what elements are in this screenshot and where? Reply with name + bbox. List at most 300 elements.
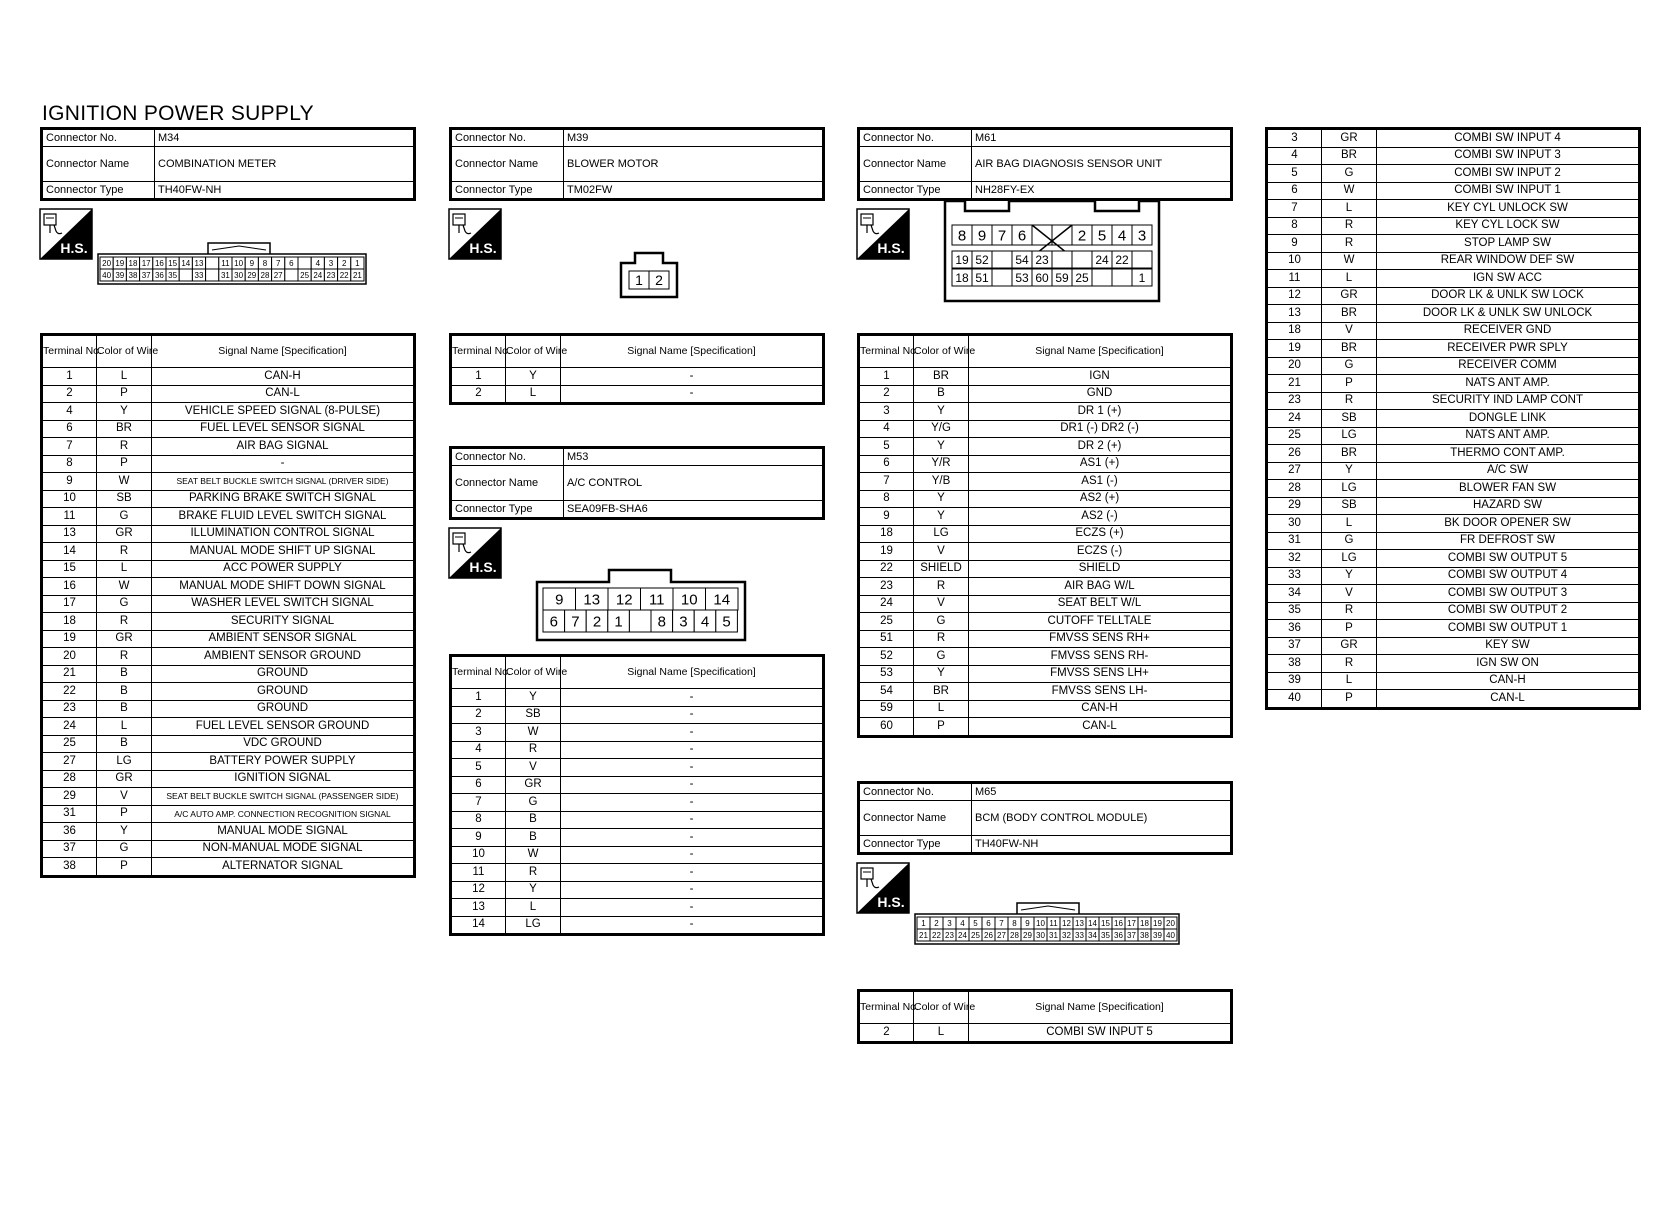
pin-number: 35 [168,270,178,280]
pin-number: 39 [1153,930,1162,940]
wire-color-cell: Y [914,438,969,456]
pin-number: 37 [1127,930,1136,940]
signal-name-cell: FUEL LEVEL SENSOR SIGNAL [152,420,415,438]
connector-latch [1017,903,1079,914]
connector-m34 [40,127,416,878]
signal-name-cell: FR DEFROST SW [1377,532,1640,550]
signal-name-cell: FMVSS SENS RH+ [969,630,1232,648]
pin-number: 17 [141,258,151,268]
table-row [1267,252,1640,270]
col-color-of-wire: Color of Wire [914,991,969,1024]
wire-color-cell: LG [1322,480,1377,498]
pin-number: 4 [315,258,321,268]
terminal-cell: 6 [451,776,506,794]
terminal-cell: 7 [1267,200,1322,218]
wire-color-cell: P [914,718,969,737]
pin-cell [1072,251,1092,268]
terminal-cell: 30 [1267,515,1322,533]
connector-no-value: M39 [564,129,824,147]
terminal-cell: 29 [42,788,97,806]
signal-name-cell: KEY CYL UNLOCK SW [1377,200,1640,218]
table-row [1267,357,1640,375]
pin-number: 6 [289,258,294,268]
pin-number: 29 [247,270,257,280]
terminal-cell: 27 [42,753,97,771]
pin-cell [1052,251,1072,268]
pin-number: 52 [975,252,989,267]
table-row [42,770,415,788]
connector-m65-continued [1265,127,1641,710]
connector-header [857,127,1233,201]
wire-color-cell: P [1322,690,1377,709]
table-row [42,385,415,403]
pin-number: 60 [1035,270,1049,285]
pin-number: 31 [220,270,230,280]
terminal-cell: 14 [42,543,97,561]
table-row [1267,340,1640,358]
signal-name-cell: FMVSS SENS LH+ [969,665,1232,683]
terminal-cell: 28 [1267,480,1322,498]
signal-name-cell: DOOR LK & UNLK SW LOCK [1377,287,1640,305]
table-row [859,683,1232,701]
pin-number: 4 [960,918,965,928]
pin-cell [992,251,1012,268]
terminal-cell: 53 [859,665,914,683]
wire-color-cell: L [1322,515,1377,533]
terminal-cell: 35 [1267,602,1322,620]
connector-type-value: SEA09FB-SHA6 [564,501,824,519]
signal-name-cell: ECZS (-) [969,543,1232,561]
table-row [451,846,824,864]
wire-color-cell: B [97,683,152,701]
signal-name-cell: CUTOFF TELLTALE [969,613,1232,631]
signal-name-cell: CAN-H [152,368,415,386]
signal-name-cell: SHIELD [969,560,1232,578]
wire-color-cell: Y/G [914,420,969,438]
signal-name-cell: STOP LAMP SW [1377,235,1640,253]
terminal-cell: 17 [42,595,97,613]
terminal-cell: 31 [42,805,97,823]
signal-name-cell: FMVSS SENS LH- [969,683,1232,701]
hs-label: H.S. [877,240,905,256]
table-row [1267,462,1640,480]
wire-color-cell: B [914,385,969,403]
wire-color-cell: L [97,368,152,386]
table-row [42,403,415,421]
table-row [1267,550,1640,568]
table-row [42,525,415,543]
wire-color-cell: P [97,455,152,473]
table-row [859,560,1232,578]
label-connector-name: Connector Name [451,466,564,501]
table-row [859,1024,1232,1043]
connector-type-value: TH40FW-NH [972,836,1232,854]
pin-number: 7 [997,227,1007,245]
wire-color-cell: G [97,595,152,613]
signal-name-cell: ACC POWER SUPPLY [152,560,415,578]
table-row [451,881,824,899]
table-row [1267,165,1640,183]
col-signal-name: Signal Name [Specification] [152,335,415,368]
signal-name-cell: KEY SW [1377,637,1640,655]
wire-color-cell: W [1322,252,1377,270]
terminal-cell: 2 [42,385,97,403]
wire-color-cell: L [1322,270,1377,288]
signal-name-cell: SEAT BELT BUCKLE SWITCH SIGNAL (DRIVER SIDE) [152,473,415,491]
wire-color-cell: P [97,858,152,877]
pin-number: 36 [1114,930,1123,940]
wire-color-cell: W [1322,182,1377,200]
connector-diagram [449,201,825,333]
wire-color-cell: L [97,560,152,578]
label-connector-type: Connector Type [451,501,564,519]
signal-name-cell: AIR BAG SIGNAL [152,438,415,456]
pin-number: 20 [102,258,112,268]
pin-number: 22 [932,930,941,940]
pin-number: 11 [1049,918,1058,928]
connector-header [449,446,825,520]
pin-number: 15 [168,258,178,268]
latch-arrow [212,246,266,250]
pin-number: 19 [115,258,125,268]
pin-number: 12 [1062,918,1071,928]
pin-number: 23 [326,270,336,280]
pin-number: 6 [1017,227,1027,245]
pin-number: 33 [194,270,204,280]
signal-name-cell: RECEIVER PWR SPLY [1377,340,1640,358]
table-row [451,385,824,404]
table-row [42,595,415,613]
table-row [859,438,1232,456]
pin-number: 10 [680,591,698,609]
pin-number: 18 [955,270,969,285]
terminal-cell: 25 [1267,427,1322,445]
page-title: IGNITION POWER SUPPLY [42,102,314,125]
terminal-cell: 25 [859,613,914,631]
table-row [451,776,824,794]
signal-name-cell: NATS ANT AMP. [1377,427,1640,445]
signal-name-cell: FMVSS SENS RH- [969,648,1232,666]
terminal-cell: 11 [42,508,97,526]
signal-name-cell: MANUAL MODE SIGNAL [152,823,415,841]
connector-type-value: TM02FW [564,182,824,200]
table-row [859,578,1232,596]
table-row [859,613,1232,631]
table-row [1267,287,1640,305]
pin-number: 1 [921,918,926,928]
pin-number: 14 [713,591,731,609]
table-row [42,438,415,456]
col-signal-name: Signal Name [Specification] [969,335,1232,368]
table-row [1267,515,1640,533]
table-row [1267,690,1640,709]
table-row [451,811,824,829]
wire-color-cell: GR [506,776,561,794]
terminal-cell: 37 [1267,637,1322,655]
pin-cell [992,269,1012,286]
pin-number: 19 [1153,918,1162,928]
signal-name-cell: CAN-L [969,718,1232,737]
pin-number: 2 [592,613,602,631]
terminal-cell: 36 [42,823,97,841]
signal-name-cell: AMBIENT SENSOR SIGNAL [152,630,415,648]
pin-table [449,654,825,936]
wire-color-cell: L [506,385,561,404]
terminal-cell: 10 [1267,252,1322,270]
table-row [1267,585,1640,603]
signal-name-cell: SECURITY SIGNAL [152,613,415,631]
wire-color-cell: L [506,899,561,917]
signal-name-cell: - [152,455,415,473]
wire-color-cell: V [1322,585,1377,603]
table-row [42,630,415,648]
pin-number: 16 [1114,918,1123,928]
hs-label: H.S. [877,894,905,910]
table-row [1267,655,1640,673]
wire-color-cell: R [97,648,152,666]
wire-color-cell: Y [914,665,969,683]
table-row [859,490,1232,508]
terminal-cell: 5 [1267,165,1322,183]
pin-number: 19 [955,252,969,267]
pin-number: 32 [1062,930,1071,940]
wire-color-cell: L [914,700,969,718]
pin-number: 24 [313,270,323,280]
terminal-cell: 33 [1267,567,1322,585]
signal-name-cell: COMBI SW OUTPUT 1 [1377,620,1640,638]
wire-color-cell: GR [1322,637,1377,655]
connector-diagram [857,201,1233,333]
terminal-cell: 3 [1267,129,1322,148]
signal-name-cell: GND [969,385,1232,403]
pin-diagram [40,201,416,333]
signal-name-cell: - [561,689,824,707]
terminal-cell: 19 [1267,340,1322,358]
table-row [859,718,1232,737]
pin-number: 3 [947,918,952,928]
terminal-cell: 18 [859,525,914,543]
signal-name-cell: COMBI SW OUTPUT 2 [1377,602,1640,620]
signal-name-cell: - [561,881,824,899]
pin-number: 2 [1077,227,1087,245]
signal-name-cell: REAR WINDOW DEF SW [1377,252,1640,270]
terminal-cell: 32 [1267,550,1322,568]
wire-color-cell: GR [1322,287,1377,305]
signal-name-cell: COMBI SW OUTPUT 5 [1377,550,1640,568]
table-row [859,385,1232,403]
wire-color-cell: BR [97,420,152,438]
signal-name-cell: - [561,794,824,812]
signal-name-cell: VEHICLE SPEED SIGNAL (8-PULSE) [152,403,415,421]
col-terminal-no: Terminal No. [451,656,506,689]
wire-color-cell: G [1322,165,1377,183]
pin-number: 8 [1012,918,1017,928]
terminal-cell: 23 [42,700,97,718]
pin-number: 53 [1015,270,1029,285]
pin-number: 23 [945,930,954,940]
signal-name-cell: - [561,811,824,829]
signal-name-cell: AMBIENT SENSOR GROUND [152,648,415,666]
wire-color-cell: GR [97,770,152,788]
terminal-cell: 20 [1267,357,1322,375]
wire-color-cell: G [1322,532,1377,550]
wire-color-cell: LG [1322,427,1377,445]
table-row [859,665,1232,683]
wire-color-cell: Y [914,490,969,508]
table-row [1267,322,1640,340]
signal-name-cell: IGNITION SIGNAL [152,770,415,788]
hs-label: H.S. [469,559,497,575]
terminal-cell: 4 [859,420,914,438]
table-row [42,613,415,631]
pin-number: 9 [249,258,255,268]
pin-number: 8 [957,227,967,245]
signal-name-cell: - [561,741,824,759]
terminal-cell: 39 [1267,672,1322,690]
terminal-cell: 4 [1267,147,1322,165]
terminal-cell: 10 [451,846,506,864]
pin-number: 8 [262,258,268,268]
terminal-cell: 19 [42,630,97,648]
terminal-cell: 24 [1267,410,1322,428]
wire-color-cell: Y [97,823,152,841]
table-row [42,753,415,771]
terminal-cell: 29 [1267,497,1322,515]
pin-number: 34 [1088,930,1097,940]
table-row [1267,480,1640,498]
wire-color-cell: BR [1322,445,1377,463]
table-row [1267,147,1640,165]
pin-number: 33 [1075,930,1084,940]
pin-number: 27 [273,270,283,280]
wire-color-cell: B [506,811,561,829]
table-row [451,916,824,935]
signal-name-cell: A/C SW [1377,462,1640,480]
label-connector-type: Connector Type [859,182,972,200]
wire-color-cell: Y [506,689,561,707]
label-connector-name: Connector Name [859,801,972,836]
table-row [451,864,824,882]
label-connector-type: Connector Type [859,836,972,854]
wire-color-cell: G [914,648,969,666]
pin-number: 40 [1166,930,1175,940]
signal-name-cell: PARKING BRAKE SWITCH SIGNAL [152,490,415,508]
wire-color-cell: R [97,543,152,561]
connector-diagram [40,201,416,333]
pin-number: 1 [1138,270,1146,285]
table-row [1267,410,1640,428]
col-terminal-no: Terminal No. [42,335,97,368]
terminal-cell: 13 [42,525,97,543]
table-row [1267,129,1640,148]
terminal-cell: 36 [1267,620,1322,638]
signal-name-cell: VDC GROUND [152,735,415,753]
signal-name-cell: COMBI SW INPUT 2 [1377,165,1640,183]
terminal-cell: 14 [451,916,506,935]
col-terminal-no: Terminal No. [859,335,914,368]
signal-name-cell: BATTERY POWER SUPPLY [152,753,415,771]
connector-header [40,127,416,201]
wire-color-cell: Y [97,403,152,421]
pin-number: 7 [999,918,1004,928]
pin-number: 6 [986,918,991,928]
terminal-cell: 40 [1267,690,1322,709]
terminal-cell: 22 [859,560,914,578]
table-row [42,858,415,877]
table-row [1267,672,1640,690]
signal-name-cell: CAN-L [152,385,415,403]
wire-color-cell: SB [1322,497,1377,515]
col-color-of-wire: Color of Wire [506,335,561,368]
signal-name-cell: GROUND [152,683,415,701]
signal-name-cell: - [561,759,824,777]
table-row [42,368,415,386]
signal-name-cell: SEAT BELT BUCKLE SWITCH SIGNAL (PASSENGER SIDE) [152,788,415,806]
wire-color-cell: P [1322,375,1377,393]
pin-number: 4 [700,613,710,631]
label-connector-no: Connector No. [42,129,155,147]
terminal-cell: 19 [859,543,914,561]
table-row [451,724,824,742]
wire-color-cell: Y [506,881,561,899]
wire-color-cell: Y [914,403,969,421]
table-row [42,823,415,841]
pin-number: 14 [181,258,191,268]
pin-cell [1132,251,1152,268]
terminal-cell: 54 [859,683,914,701]
wire-color-cell: G [97,508,152,526]
table-row [859,368,1232,386]
pin-number: 29 [1023,930,1032,940]
terminal-cell: 24 [859,595,914,613]
signal-name-cell: THERMO CONT AMP. [1377,445,1640,463]
signal-name-cell: ILLUMINATION CONTROL SIGNAL [152,525,415,543]
table-row [1267,445,1640,463]
pin-number: 54 [1015,252,1029,267]
pin-number: 3 [1137,227,1147,245]
table-row [451,829,824,847]
table-row [42,718,415,736]
table-row [859,420,1232,438]
table-row [1267,200,1640,218]
terminal-cell: 18 [42,613,97,631]
pin-number: 1 [614,613,623,631]
table-row [42,560,415,578]
wire-color-cell: R [1322,392,1377,410]
wire-color-cell: Y [914,508,969,526]
signal-name-cell: MANUAL MODE SHIFT UP SIGNAL [152,543,415,561]
label-connector-type: Connector Type [42,182,155,200]
wire-color-cell: P [1322,620,1377,638]
pin-number: 10 [234,258,244,268]
wire-color-cell: B [97,700,152,718]
terminal-cell: 1 [42,368,97,386]
terminal-cell: 9 [451,829,506,847]
wire-color-cell: Y/R [914,455,969,473]
pin-diagram [857,855,1233,989]
table-row [1267,532,1640,550]
wire-color-cell: B [97,665,152,683]
wire-color-cell: P [97,805,152,823]
table-row [451,368,824,386]
label-connector-no: Connector No. [451,129,564,147]
pin-number: 36 [154,270,164,280]
wire-color-cell: V [914,543,969,561]
table-row [859,508,1232,526]
wire-color-cell: L [97,718,152,736]
connector-no-value: M61 [972,129,1232,147]
connector-header [449,127,825,201]
